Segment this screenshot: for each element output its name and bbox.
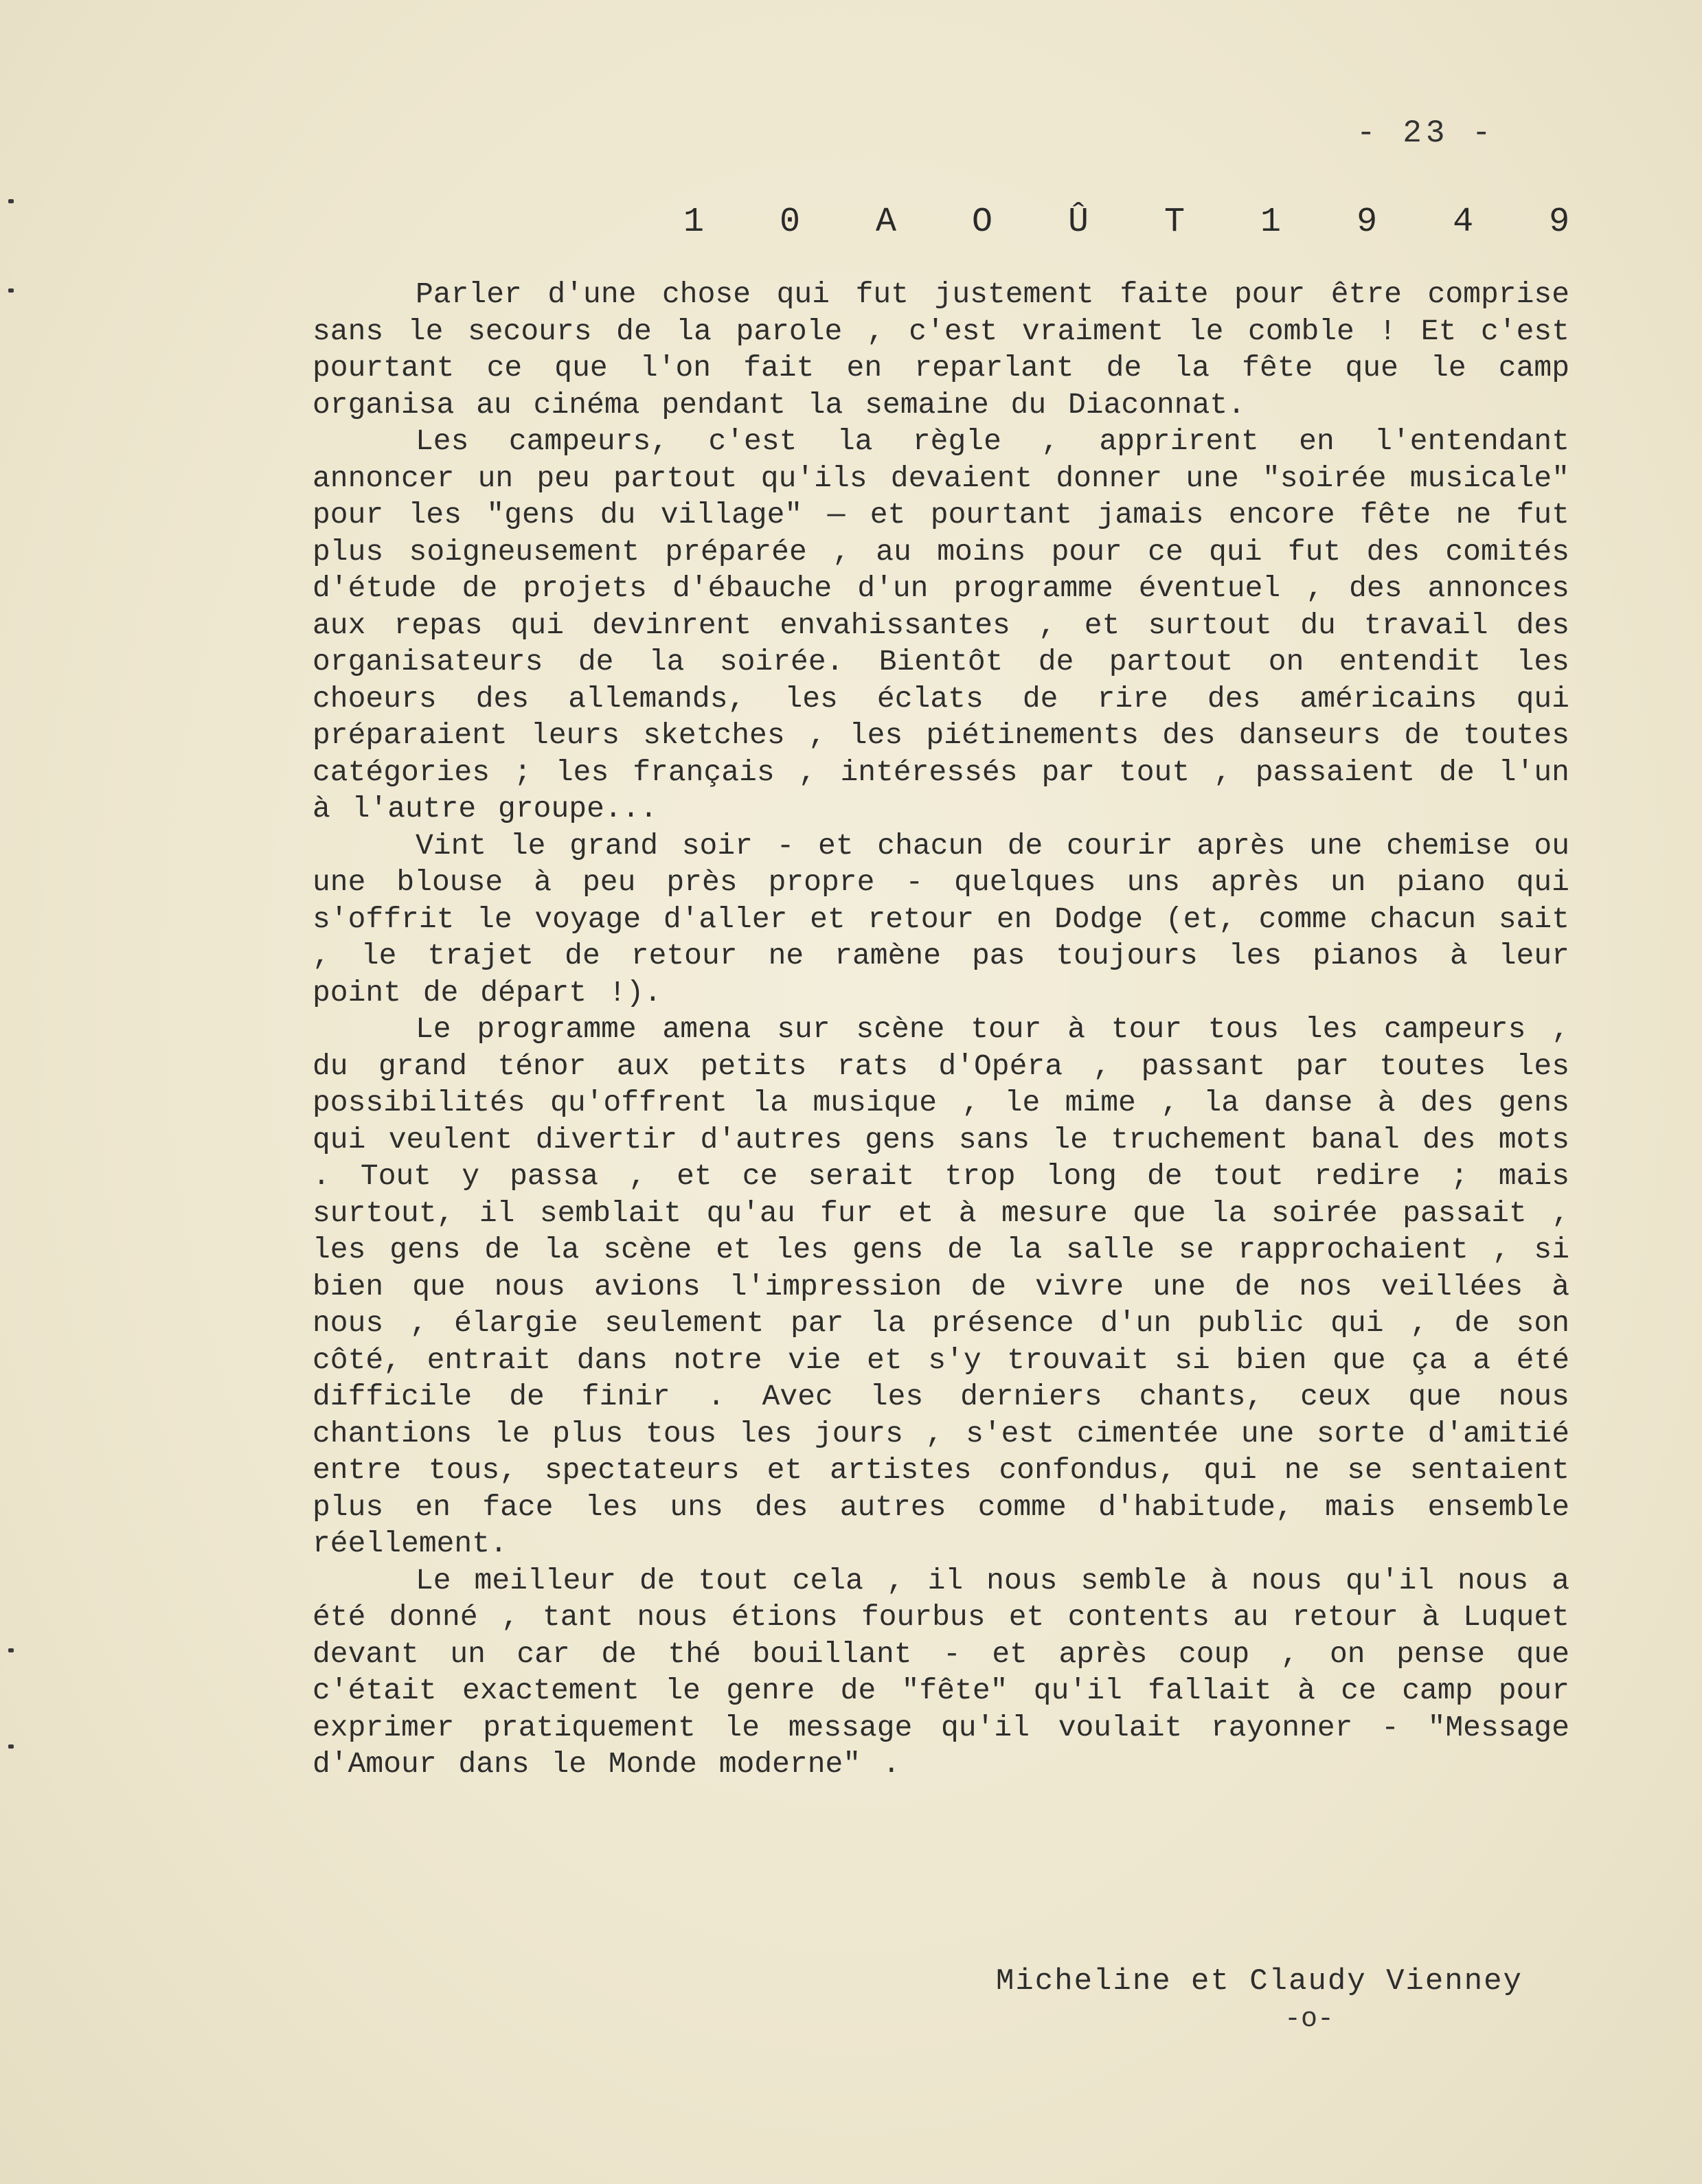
author-signature: Micheline et Claudy Vienney	[996, 1964, 1523, 1999]
paragraph: Parler d'une chose qui fut justement faite pour être comprise sans le secours de la parole , c'est vraiment le comble ! Et c'est pourtant ce que l'on fait en reparlant de la fête que le camp organisa au cinéma pendant la semaine du Diaconnat.	[313, 277, 1569, 422]
binder-hole-mark	[8, 1648, 14, 1652]
paragraph: Le programme amena sur scène tour à tour tous les campeurs , du grand ténor aux petits rats d'Opéra , passant par toutes les possibilités qu'offrent la musique , le mime , la danse à des gens qui veulent divertir d'autres gens sans le truchement banal des mots . Tout y passa , et ce serait trop long de tout redire ; mais surtout, il semblait qu'au fur et à mesure que la soirée passait , les gens de la scène et les gens de la salle se rapprochaient , si bien que nous avions l'impression de vivre une de nos veillées à nous , élargie seulement par la présence d'un public qui , de son côté, entrait dans notre vie et s'y trouvait si bien que ça a été difficile de finir . Avec les derniers chants, ceux que nous chantions le plus tous les jours , s'est cimentée une sorte d'amitié entre tous, spectateurs et artistes confondus, qui ne se sentaient plus en face les uns des autres comme d'habitude, mais ensemble réellement.	[313, 1012, 1569, 1560]
paragraph: Le meilleur de tout cela , il nous semble à nous qu'il nous a été donné , tant nous étions fourbus et contents au retour à Luquet devant un car de thé bouillant - et après coup , on pense que c'était exactement le genre de "fête" qu'il fallait à ce camp pour exprimer pratiquement le message qu'il voulait rayonner - "Message d'Amour dans le Monde moderne" .	[313, 1563, 1569, 1781]
binder-hole-mark	[8, 1744, 14, 1749]
binder-hole-mark	[8, 199, 14, 203]
article-body	[313, 276, 1569, 1783]
paragraph: Vint le grand soir - et chacun de courir après une chemise ou une blouse à peu près propre - quelques uns après un piano qui s'offrit le voyage d'aller et retour en Dodge (et, comme chacun sait , le trajet de retour ne ramène pas toujours les pianos à leur point de départ !).	[313, 828, 1569, 1010]
paragraph: Les campeurs, c'est la règle , apprirent en l'entendant annoncer un peu partout qu'ils devaient donner une "soirée musicale" pour les "gens du village" — et pourtant jamais encore fête ne fut plus soigneusement préparée , au moins pour ce qui fut des comités d'étude de projets d'ébauche d'un programme éventuel , des annonces aux repas qui devinrent envahissantes , et surtout du travail des organisateurs de la soirée. Bientôt de partout on entendit les choeurs des allemands, les éclats de rire des américains qui préparaient leurs sketches , les piétinements des danseurs de toutes catégories ; les français , intéressés par tout , passaient de l'un à l'autre groupe...	[313, 424, 1569, 826]
end-mark: -o-	[1284, 2004, 1335, 2035]
binder-hole-mark	[8, 288, 14, 293]
document-title: 1 0 A O Û T 1 9 4 9	[683, 203, 1598, 242]
page-number: - 23 -	[1357, 115, 1495, 151]
